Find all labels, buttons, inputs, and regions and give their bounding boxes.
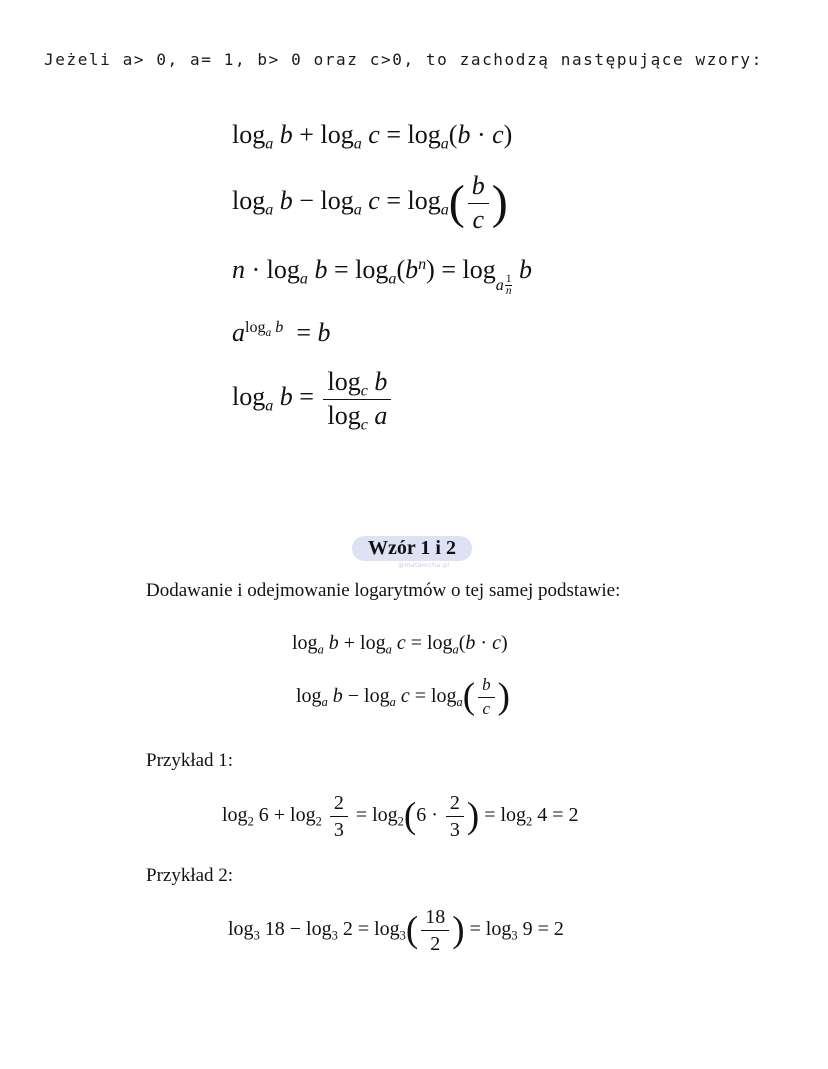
formula-identity: $a^{log_a b} = b$ xyxy=(232,318,331,347)
formula-sum-small: $\log_a b + \log_a c = \log_a(b \cdot c)$ xyxy=(292,632,508,657)
watermark: @matamcha.pl xyxy=(398,562,450,569)
example2-label: Przykład 2: xyxy=(146,865,234,886)
example1-label: Przykład 1: xyxy=(146,750,234,771)
formula-change-of-base: $\log_a b$ = $\frac{\log_c b}{\log_c a}$ xyxy=(232,368,394,430)
section-title-badge xyxy=(352,536,472,561)
formula-power: $n \cdot \log_a b = \log_a(b^n) = \log_{a \frac{1}{n}}$ b xyxy=(232,255,532,298)
formula-difference-small: $\log_a b - \log_a c = \log_a$( $\frac{b}{c}$ ) xyxy=(296,675,510,718)
formula-difference: $\log_a b - \log_a c = \log_a$( $\frac{b}{c}$ ) xyxy=(232,171,508,234)
example2-formula: $\log_3 18 - \log_3 2 = \log_3$( $\frac{18}{2}$ ) = $\log_3 9 = 2$ xyxy=(228,906,564,955)
example1-formula: $\log_2 6 + \log_2$ $\frac{2}{3}$ = $\log_2(6$ · $\frac{2}{3}$ ) = $\log_2 4 = 2$ xyxy=(222,792,579,841)
section-description: Dodawanie i odejmowanie logarytmów o tej samej podstawie: xyxy=(146,580,621,601)
formula-sum: $\log_a b + \log_a c = \log_a(b \cdot c)$ xyxy=(232,120,513,153)
section-title: Wzór 1 i 2 xyxy=(368,537,456,559)
intro-text: Jeżeli a> 0, a= 1, b> 0 oraz c>0, to zachodzą następujące wzory: xyxy=(44,50,763,69)
